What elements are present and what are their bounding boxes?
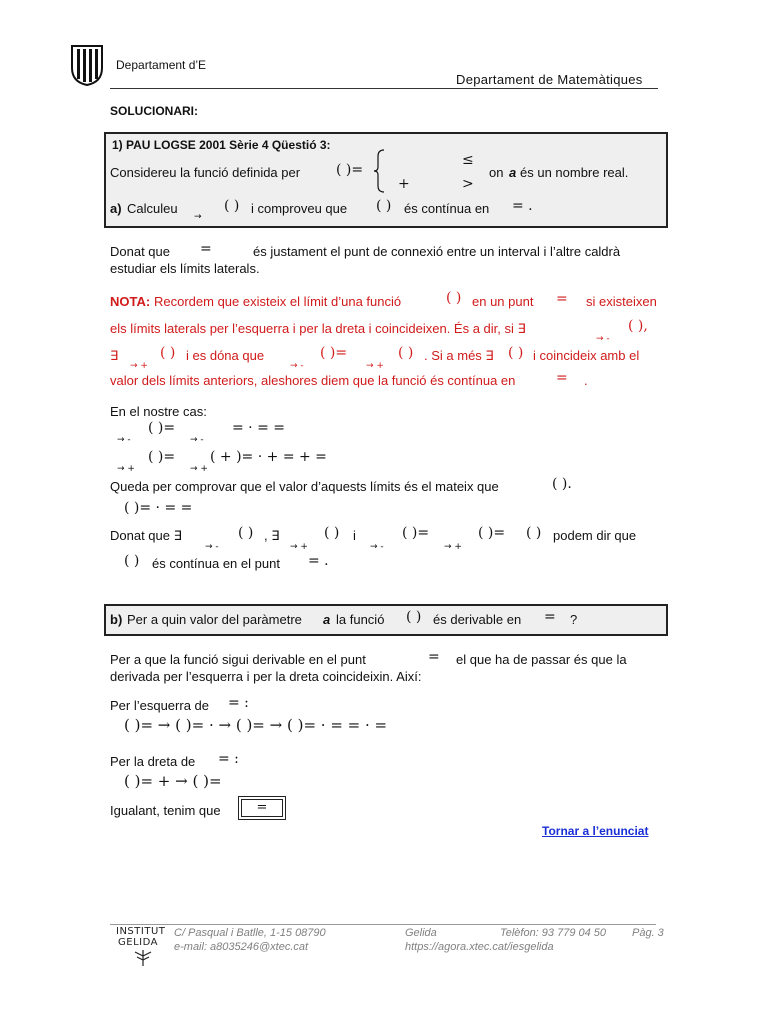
limit-sub: → + [290, 542, 308, 552]
footer-page: Pàg. 3 [632, 927, 664, 939]
paren-f: ( ) [160, 345, 176, 361]
question-1a-check: i comproveu que [251, 201, 348, 216]
paren-f: ( )= [478, 525, 506, 541]
institut-logo [116, 926, 168, 968]
nota-line2: els límits laterals per l’esquerra i per la dreta i coincideixen. És a dir, si ∃ [110, 321, 526, 336]
case-donat-d: podem dir que [553, 528, 637, 543]
footer-web[interactable]: https://agora.xtec.cat/iesgelida [405, 941, 554, 953]
case-cont: és contínua en el punt [152, 556, 280, 571]
equals-sign: = [556, 291, 568, 307]
paren-f: ( ), [628, 318, 648, 334]
footer-phone: Telèfon: 93 779 04 50 [500, 927, 607, 939]
case-donat-c: i [353, 528, 356, 543]
para1-rest: és justament el punt de connexió entre un interval i l’altre caldrà [253, 244, 621, 259]
equals-sign: = : [228, 695, 249, 711]
limit-sub: → + [444, 542, 462, 552]
limit-sub: → + [190, 464, 208, 474]
limit-sub: → + [117, 464, 135, 474]
footer-town: Gelida [405, 927, 437, 939]
limit-sub: → + [130, 361, 148, 371]
nota-line1-end: si existeixen [586, 294, 657, 309]
question-1a-cont: és contínua en [404, 201, 490, 216]
paren-f: ( )= [402, 525, 430, 541]
limit-sub: → - [117, 435, 131, 445]
paren-f: ( ) [324, 525, 340, 541]
right-limit-expr: ( )= [148, 449, 176, 465]
equals-sign: = [428, 649, 440, 665]
back-to-statement-link[interactable]: Tornar a l’enunciat [542, 824, 649, 838]
question-1-real: és un nombre real. [520, 165, 629, 180]
question-1a-calc: Calculeu [127, 201, 178, 216]
case-donat-b: , ∃ [264, 528, 280, 543]
question-1b-label: b) [110, 612, 123, 627]
question-1b-deriv: és derivable en [433, 612, 522, 627]
f-value: ( )= · = = [124, 500, 193, 516]
limit-sub: → - [205, 542, 219, 552]
equals-sign: = : [218, 751, 239, 767]
equate-label: Igualant, tenim que [110, 803, 221, 818]
nota-line1: Recordem que existeix el límit d’una funció [154, 294, 402, 309]
exists-symbol: ∃ [110, 348, 119, 363]
limit-arrow: → [194, 212, 202, 222]
para2-line1-end: el que ha de passar és que la [456, 652, 627, 667]
institut-logo-line1: INSTITUT [116, 926, 166, 937]
equals-sign: = . [308, 553, 329, 569]
piece-le-sign: ≤ [462, 152, 474, 168]
question-1b-text: Per a quin valor del paràmetre [127, 612, 302, 627]
nota-line3-more: . Si a més ∃ [424, 348, 494, 363]
paren-f: ( ) [398, 345, 414, 361]
limit-sub: → + [366, 361, 384, 371]
nota-line4: valor dels límits anteriors, aleshores diem que la funció és contínua en [110, 373, 516, 388]
para1-start: Donat que [110, 244, 170, 259]
paren-f: ( ) [238, 525, 254, 541]
right-deriv-chain: ( )= + → ( )= [124, 772, 222, 790]
paren-f: ( ) [124, 553, 140, 569]
header-dept-right: Departament de Matemàtiques [456, 72, 643, 87]
para2-line2: derivada per l’esquerra i per la dreta coincideixin. Així: [110, 669, 422, 684]
paren-f: ( ) [406, 609, 422, 625]
paren-f: ( ). [552, 476, 572, 492]
question-1a-label: a) [110, 201, 122, 216]
question-1b-func: la funció [336, 612, 385, 627]
piece-plus-sign: + [398, 176, 410, 192]
question-1b-qmark: ? [570, 612, 578, 627]
case-check: Queda per comprovar que el valor d’aquests límits és el mateix que [110, 479, 499, 494]
page-title: SOLUCIONARI: [110, 104, 198, 118]
nota-line1-point: en un punt [472, 294, 534, 309]
piecewise-brace [372, 148, 386, 199]
question-1-on: on [489, 165, 504, 180]
footer-address: C/ Pasqual i Batlle, 1-15 08790 [174, 927, 326, 939]
paren-f: ( ) [376, 198, 392, 214]
limit-sub: → - [290, 361, 304, 371]
equals-sign: = [200, 241, 212, 257]
equals-sign: = [544, 609, 556, 625]
footer-rule [110, 924, 656, 925]
para1-line2: estudiar els límits laterals. [110, 261, 260, 276]
result-box: = [238, 796, 286, 820]
equals-sign: = . [512, 198, 533, 214]
right-limit-value: ( + )= · + = + = [210, 449, 327, 465]
case-intro: En el nostre cas: [110, 404, 207, 419]
left-deriv-chain: ( )= → ( )= · → ( )= → ( )= · = = · = [124, 716, 388, 734]
paren-f: ( ) [526, 525, 542, 541]
question-1-a-var: a [509, 165, 517, 180]
question-1b-a-var: a [323, 612, 331, 627]
left-deriv-label: Per l’esquerra de [110, 698, 209, 713]
function-f-x: ( )= [336, 162, 364, 178]
limit-sub: → - [596, 334, 610, 344]
paren-f: ( ) [224, 198, 240, 214]
right-deriv-label: Per la dreta de [110, 754, 196, 769]
limit-sub: → - [190, 435, 204, 445]
nota-line4-end: . [584, 373, 588, 388]
equals-sign: = [556, 370, 568, 386]
question-1-heading: 1) PAU LOGSE 2001 Sèrie 4 Qüestió 3: [112, 138, 331, 152]
case-donat: Donat que ∃ [110, 528, 182, 543]
paren-f: ( ) [508, 345, 524, 361]
left-limit-expr: ( )= [148, 420, 176, 436]
header-dept-left: Departament d’E [116, 58, 207, 72]
generalitat-logo [70, 44, 104, 86]
paren-f: ( ) [446, 290, 462, 306]
footer-email[interactable]: e-mail: a8035246@xtec.cat [174, 941, 309, 953]
header-rule [110, 88, 658, 89]
nota-line3-given: i es dóna que [186, 348, 265, 363]
question-1-text: Considereu la funció definida per [110, 165, 301, 180]
left-limit-value: = · = = [232, 420, 285, 436]
para2-line1: Per a que la funció sigui derivable en el punt [110, 652, 366, 667]
paren-f: ( )= [320, 345, 348, 361]
nota-label: NOTA: [110, 294, 151, 309]
institut-logo-line2: GELIDA [118, 937, 158, 948]
nota-line3-end: i coincideix amb el [533, 348, 640, 363]
piece-gt-sign: > [462, 176, 474, 192]
limit-sub: → - [370, 542, 384, 552]
